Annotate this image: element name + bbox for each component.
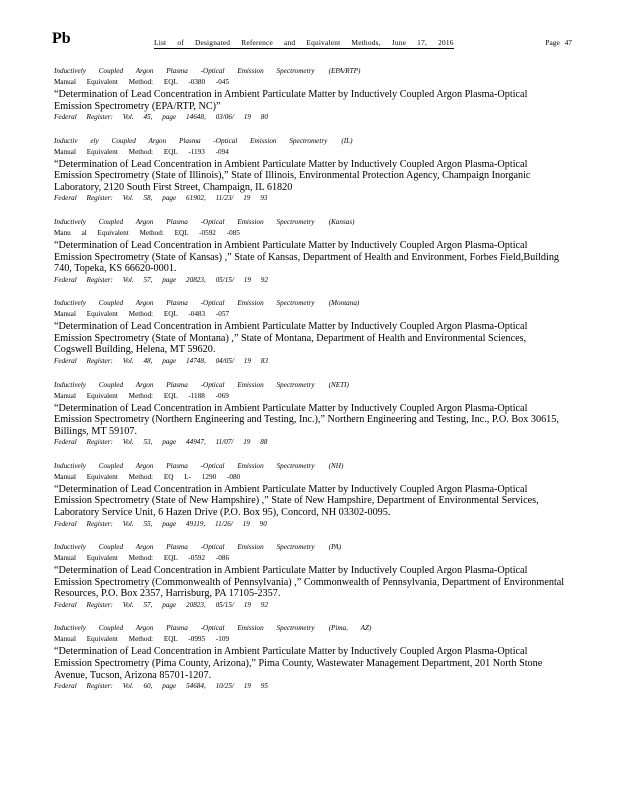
document-title: List of Designated Reference and Equivalent Methods, June 17, 2016	[154, 38, 454, 47]
method-entry	[54, 65, 566, 123]
method-designation: Manual Equivalent Method: EQL -0483 -057	[54, 310, 230, 319]
method-designation: Manual Equivalent Method: EQL -1188 -069	[54, 391, 229, 400]
federal-register-citation: Federal Register: Vol. 60, page 54684, 10/25/ 19 95	[54, 682, 268, 691]
method-name: Inductively Coupled Argon Plasma -Optical Emission Spectrometry	[54, 217, 315, 226]
method-tag: (EPA/RTP)	[328, 67, 361, 75]
method-name: Inductively Coupled Argon Plasma -Optical Emission Spectrometry	[54, 67, 315, 75]
method-description: “Determination of Lead Concentration in Ambient Particulate Matter by Inductively Coupled Argon Plasma-Optical Emission Spectrometry (Commonwealth of Pennsylvania) ,” Commonwealth of Pennsylvania, Department of Environmental Resources, P.O. Box 2357, Harrisburg, PA 17105-2357.	[54, 565, 565, 600]
method-name: Inductively Coupled Argon Plasma -Optical Emission Spectrometry	[54, 380, 315, 389]
method-designation: Manual Equivalent Method: EQL -0380 -045	[54, 78, 230, 86]
method-tag: (Kansas)	[328, 217, 355, 226]
method-entry	[54, 460, 566, 530]
method-designation: Manual Equivalent Method: EQL -1193 -094	[54, 147, 229, 156]
federal-register-citation: Federal Register: Vol. 48, page 14748, 04/05/ 19 83	[54, 357, 268, 366]
element-symbol: Pb	[52, 30, 71, 47]
method-tag: (NETI)	[328, 380, 349, 389]
method-designation: Manual Equivalent Method: EQL -0592 -086	[54, 554, 230, 563]
federal-register-citation: Federal Register: Vol. 57, page 20823, 05/15/ 19 92	[54, 275, 268, 284]
method-entry	[54, 622, 566, 692]
federal-register-citation: Federal Register: Vol. 45, page 14648, 03/06/ 19 80	[54, 113, 268, 122]
method-name: Inductively Coupled Argon Plasma -Optical Emission Spectrometry	[54, 624, 315, 633]
method-description: “Determination of Lead Concentration in Ambient Particulate Matter by Inductively Coupled Argon Plasma-Optical Emission Spectrometry (State of Kansas) ,” State of Kansas, Department of Health and Environment, Forbes Field,Building 740, Topeka, KS 66620-0001.	[54, 239, 560, 275]
federal-register-citation: Federal Register: Vol. 53, page 44947, 11/07/ 19 88	[54, 438, 268, 447]
page-number: Page 47	[545, 38, 572, 47]
method-entry	[54, 379, 566, 449]
method-name: Inductively Coupled Argon Plasma -Optical Emission Spectrometry	[54, 543, 315, 552]
method-tag: (Pima, AZ)	[328, 624, 372, 633]
method-description: “Determination of Lead Concentration in Ambient Particulate Matter by Inductively Coupled Argon Plasma-Optical Emission Spectrometry (State of Montana) ,” State of Montana, Department of Health and Environmental Sciences, Cogswell Building, Helena, MT 59620.	[54, 321, 528, 356]
federal-register-citation: Federal Register: Vol. 55, page 49119, 11/26/ 19 90	[54, 519, 267, 528]
page-header	[52, 30, 572, 50]
method-description: “Determination of Lead Concentration in Ambient Particulate Matter by Inductively Coupled Argon Plasma-Optical Emission Spectrometry (EPA/RTP, NC)”	[54, 89, 528, 112]
method-designation: Manu al Equivalent Method: EQL -0592 -085	[54, 228, 240, 237]
method-designation: Manual Equivalent Method: EQL -0995 -109	[54, 635, 230, 644]
method-tag: (IL)	[341, 136, 353, 145]
method-entry	[54, 216, 566, 286]
method-designation: Manual Equivalent Method: EQ L- 1290 -080	[54, 472, 241, 481]
method-tag: (PA)	[328, 543, 342, 552]
federal-register-citation: Federal Register: Vol. 57, page 20823, 05/15/ 19 92	[54, 600, 268, 609]
method-name: Inductively Coupled Argon Plasma -Optical Emission Spectrometry	[54, 299, 315, 308]
method-description: “Determination of Lead Concentration in Ambient Particulate Matter by Inductively Coupled Argon Plasma-Optical Emission Spectrometry (Northern Engineering and Testing, Inc.),” Northern Engineering and Testing, Inc., P.O. Box 30615, Billings, MT 59107.	[54, 402, 559, 437]
method-entry	[54, 541, 566, 611]
method-entry	[54, 297, 566, 367]
federal-register-citation: Federal Register: Vol. 58, page 61902, 11/23/ 19 93	[54, 194, 268, 203]
method-name: Inductively Coupled Argon Plasma -Optical Emission Spectrometry	[54, 461, 315, 470]
method-tag: (Montana)	[328, 299, 360, 308]
method-entry	[54, 135, 566, 205]
method-description: “Determination of Lead Concentration in Ambient Particulate Matter by Inductively Coupled Argon Plasma-Optical Emission Spectrometry (State of Illinois),” State of Illinois, Environmental Protection Agency, Champaign Inorganic Laboratory, 2120 South First Street, Champaign, IL 61820	[54, 158, 531, 193]
method-name: Inductiv ely Coupled Argon Plasma -Optical Emission Spectrometry	[54, 136, 328, 145]
method-description: “Determination of Lead Concentration in Ambient Particulate Matter by Inductively Coupled Argon Plasma-Optical Emission Spectrometry (State of New Hampshire) ,” State of New Hampshire, Department of Environmental Services, Laboratory Service Unit, 6 Hazen Drive (P.O. Box 95), Concord, NH 03302-0095.	[54, 483, 539, 518]
method-tag: (NH)	[328, 461, 344, 470]
method-list	[54, 65, 566, 704]
method-description: “Determination of Lead Concentration in Ambient Particulate Matter by Inductively Coupled Argon Plasma-Optical Emission Spectrometry (Pima County, Arizona),” Pima County, Wastewater Management Department, 201 North Stone Avenue, Tucson, Arizona 85701-1207.	[54, 646, 543, 681]
